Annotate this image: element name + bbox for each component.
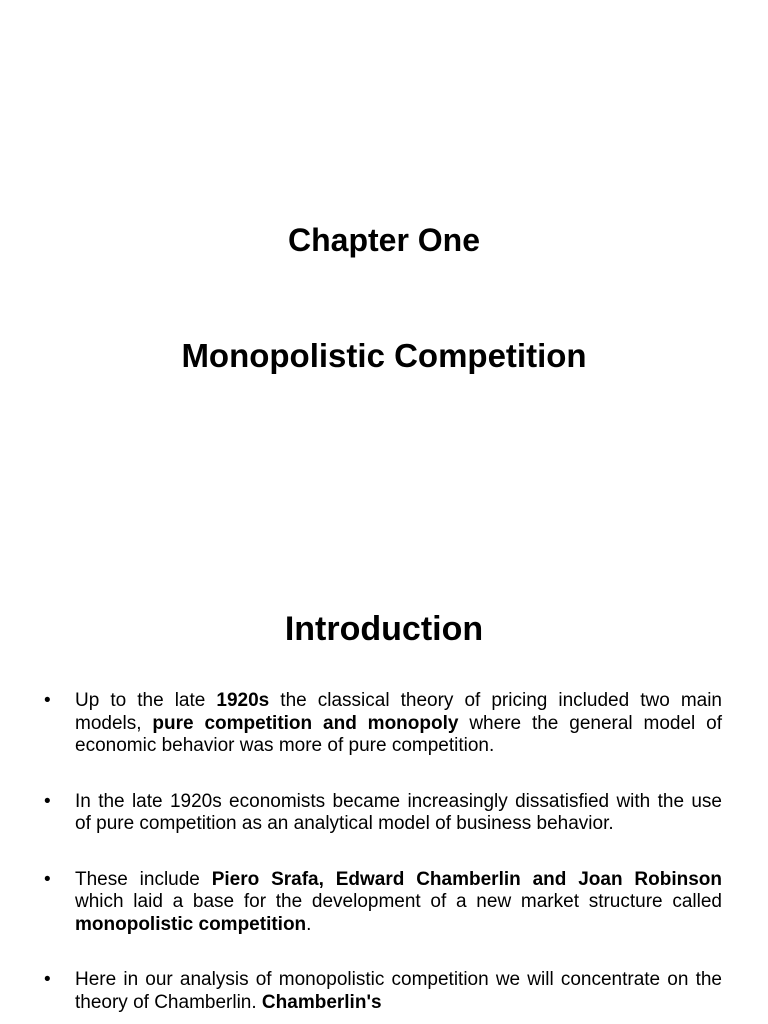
bullet-icon: •	[44, 969, 51, 990]
bullet-item-2	[44, 791, 722, 836]
bullet-3-text-1: These include	[75, 868, 212, 890]
bullet-icon: •	[44, 690, 51, 711]
bullet-item-3	[44, 869, 722, 937]
slide-introduction	[0, 576, 768, 1024]
bullet-4-text-1: Here in our analysis of monopolistic competition we will concentrate on the theory of Chamberlin.	[75, 969, 722, 1013]
bullet-item-1	[44, 690, 722, 758]
bullet-list	[44, 690, 722, 1024]
bullet-2-text-1: In the late 1920s economists became increasingly dissatisfied with the use of pure competition as an analytical model of business behavior.	[75, 790, 722, 834]
bullet-icon: •	[44, 868, 51, 890]
bullet-3-text-3: .	[306, 913, 312, 935]
bullet-item-4	[44, 969, 722, 1014]
bullet-3-bold-1: Piero Srafa, Edward Chamberlin and Joan Robinson	[211, 868, 722, 890]
bullet-1-bold-2: pure competition and monopoly	[152, 712, 459, 734]
bullet-1-text-1: Up to the late	[75, 690, 217, 711]
chapter-title: Chapter One	[287, 222, 481, 258]
bullet-1-bold-1: 1920s	[216, 690, 270, 711]
introduction-heading: Introduction	[284, 610, 484, 648]
subject-title: Monopolistic Competition	[181, 337, 587, 374]
bullet-1-text-2: the classical theory of pricing included two main models,	[75, 690, 723, 734]
bullet-icon: •	[44, 790, 51, 812]
bullet-3-bold-2: monopolistic competition	[75, 913, 307, 935]
bullet-3-text-2: which laid a base for the development of a new market structure called	[75, 891, 722, 912]
bullet-1-text-3: where the general model of economic behavior was more of pure competition.	[75, 712, 722, 756]
bullet-4-bold-1: Chamberlin's	[261, 991, 382, 1013]
